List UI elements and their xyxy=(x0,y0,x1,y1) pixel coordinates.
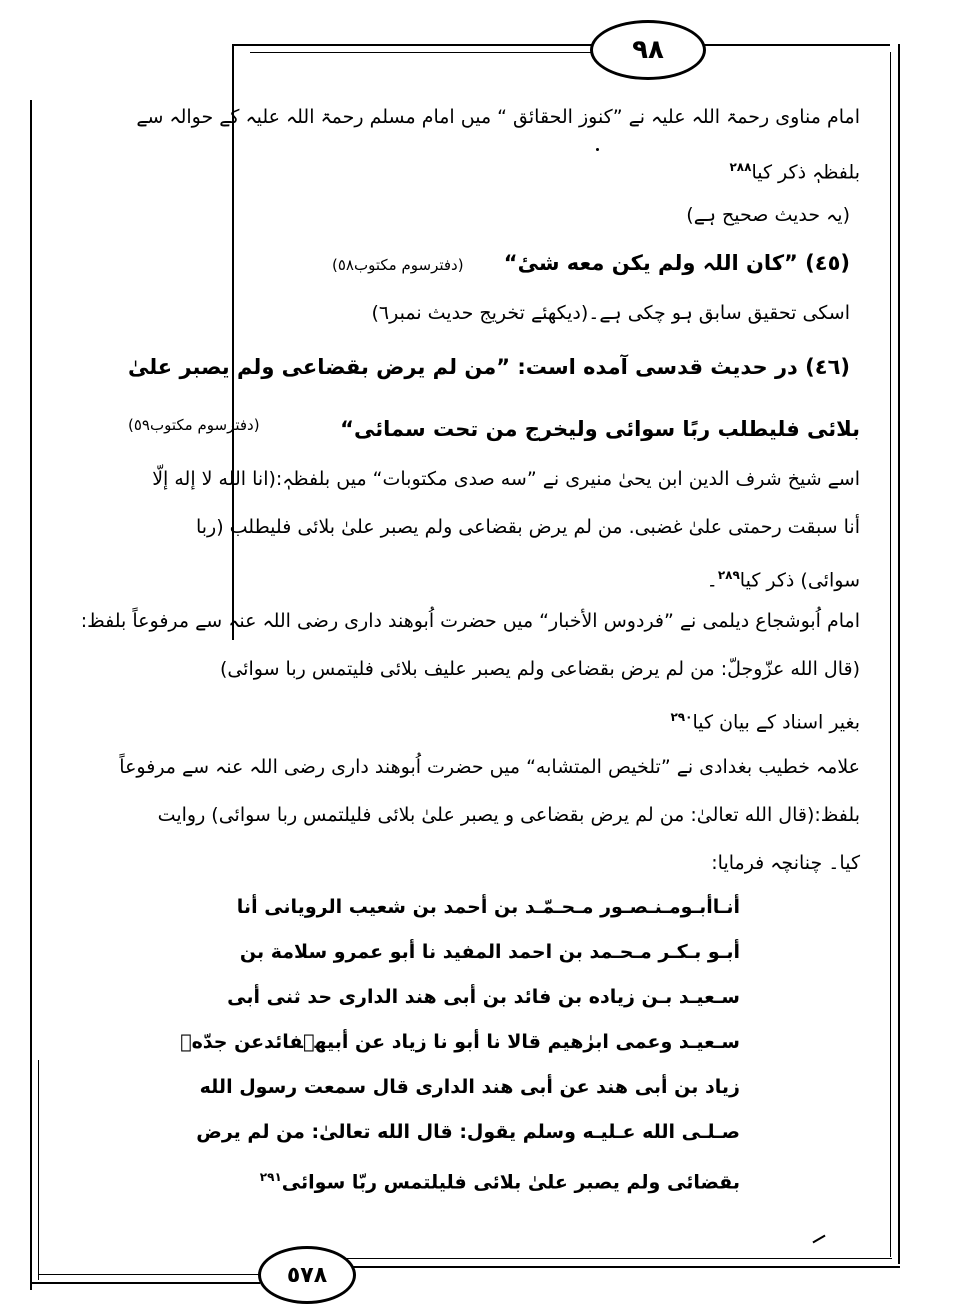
frame-top-line xyxy=(232,44,608,46)
frame-top-line-inner xyxy=(250,52,608,53)
paragraph-line: أنا سبقت رحمتی علیٰ غضبی. من لم یرض بقضاعی ولم یصبر علیٰ بلائی فلیطلب (ربا xyxy=(195,516,860,538)
reference-label: (دفترسوم مکتوب٥٨) xyxy=(332,256,464,274)
paragraph-text: بغیر اسناد کے بیان کیا xyxy=(692,711,860,734)
frame-top-line xyxy=(690,44,890,46)
footnote-number: ٢٩١ xyxy=(259,1170,282,1184)
footnote-number: ٢٨٨ xyxy=(729,160,752,174)
hadith-text: ”کان اللہ ولم یکن معه شیٔ“ xyxy=(503,251,798,275)
frame-left-line-inner xyxy=(38,1060,39,1280)
isnad-line: أنـاأبـومـنـصـور مـحـمّـد بن أحمد بن شعیب الرویانی أنا xyxy=(236,896,740,918)
hadith-text-line: بلائی فلیطلب ربًا سوائی ولیخرج من تحت سمائی“ xyxy=(340,417,860,441)
paragraph-line xyxy=(707,558,860,597)
frame-bottom-line-inner xyxy=(38,1274,260,1275)
isnad-line: سـعیـد بـن زیاده بن فائد بن أبی هند الداری حد ثنی أبی xyxy=(227,986,740,1008)
frame-right-line xyxy=(898,44,900,1264)
paragraph-line: امام مناوی رحمۃ اللہ علیہ نے ”کنوز الحقائق “ میں امام مسلم رحمۃ اللہ علیہ کے حوالہ سے xyxy=(136,106,860,128)
isnad-text: بقضائی ولم یصبر علیٰ بلائی فلیلتمس ربّا سوائی xyxy=(281,1171,740,1194)
hadith-number: (٤٦) xyxy=(805,355,850,379)
hadith-text: در حدیث قدسی آمده است: ”من لم یرض بقضاعی ولم یصبر علیٰ xyxy=(127,355,798,379)
paragraph-line xyxy=(670,700,860,739)
page-number-top-label: ٩٨ xyxy=(632,35,664,65)
paragraph-line: علامہ خطیب بغدادی نے ”تلخیص المتشابه“ میں حضرت اُبوھند داری رضی اللہ عنہ سے مرفوعاً xyxy=(119,756,860,778)
paragraph-line: بلفظ:(قال الله تعالیٰ: من لم یرض بقضاعی و یصبر علیٰ بلائی فلیلتمس ربا سوائی) روایت xyxy=(157,804,860,826)
paragraph-line: امام اُبوشجاع دیلمی نے ”فردوس الأخبار“ میں حضرت اُبوھند داری رضی اللہ عنہ سے مرفوعاً بلفظ: xyxy=(80,610,860,632)
page-number-bottom xyxy=(258,1246,356,1304)
hadith-heading-46 xyxy=(128,350,850,384)
isnad-line xyxy=(260,1160,740,1199)
paragraph-line: (قال الله عزّوجلّ: من لم یرض بقضاعی ولم یصبر علیف بلائی فلیتمس ربا سوائی) xyxy=(219,658,860,680)
scan-mark xyxy=(596,148,599,151)
frame-bottom-line xyxy=(30,1282,260,1284)
isnad-line: صـلـی الله عـلیـه وسلم یقول: قال الله تعالیٰ: من لم یرض xyxy=(196,1121,740,1143)
paragraph-line: اسکی تحقیق سابق ہو چکی ہے۔(دیکھئے تخریج حدیث نمبر٦) xyxy=(371,302,850,324)
footnote-number: ٢٨٩ xyxy=(717,568,740,582)
reference-label: (دفترسوم مکتوب٥٩) xyxy=(128,416,260,434)
paragraph-line xyxy=(729,150,860,189)
frame-bottom-line-inner xyxy=(346,1258,892,1259)
frame-right-line-inner xyxy=(890,52,891,1257)
paragraph-text: ۔ xyxy=(706,569,718,592)
hadith-heading-45 xyxy=(504,246,850,280)
isnad-line: زیاد بن أبی هند عن أبی هند الداری قال سمعت رسول الله xyxy=(199,1076,740,1098)
hadith-number: (٤٥) xyxy=(805,251,850,275)
paragraph-line: کیا۔ چنانچہ فرمایا: xyxy=(711,852,860,874)
paragraph-text: سوائی) ذکر کیا xyxy=(739,569,860,592)
frame-bottom-line xyxy=(346,1266,900,1268)
isnad-line: أبـو بـكـر مـحـمد بن احمد المفید نا أبو عمرو سلامة بن xyxy=(239,941,740,963)
scan-mark xyxy=(812,1235,825,1244)
paragraph-line: (یہ حدیث صحیح ہے) xyxy=(686,204,850,226)
paragraph-line: اسے شیخ شرف الدین ابن یحیٰ منیری نے ”سه صدی مکتوبات“ میں بلفظہٖ:(انا الله لا إله إلّا xyxy=(152,468,860,490)
page-number-top xyxy=(590,20,706,80)
footnote-number: ٢٩٠ xyxy=(670,710,693,724)
frame-left-line xyxy=(30,100,32,1290)
page-number-bottom-label: ٥٧٨ xyxy=(286,1262,328,1288)
paragraph-text: بلفظہٖ ذکر کیا xyxy=(751,161,860,184)
isnad-line: سـعیـد وعمی ابرٰهیم قالا نا أبو نا زیاد عن أبیهٖفائدعن جدّهٖ xyxy=(180,1031,740,1053)
